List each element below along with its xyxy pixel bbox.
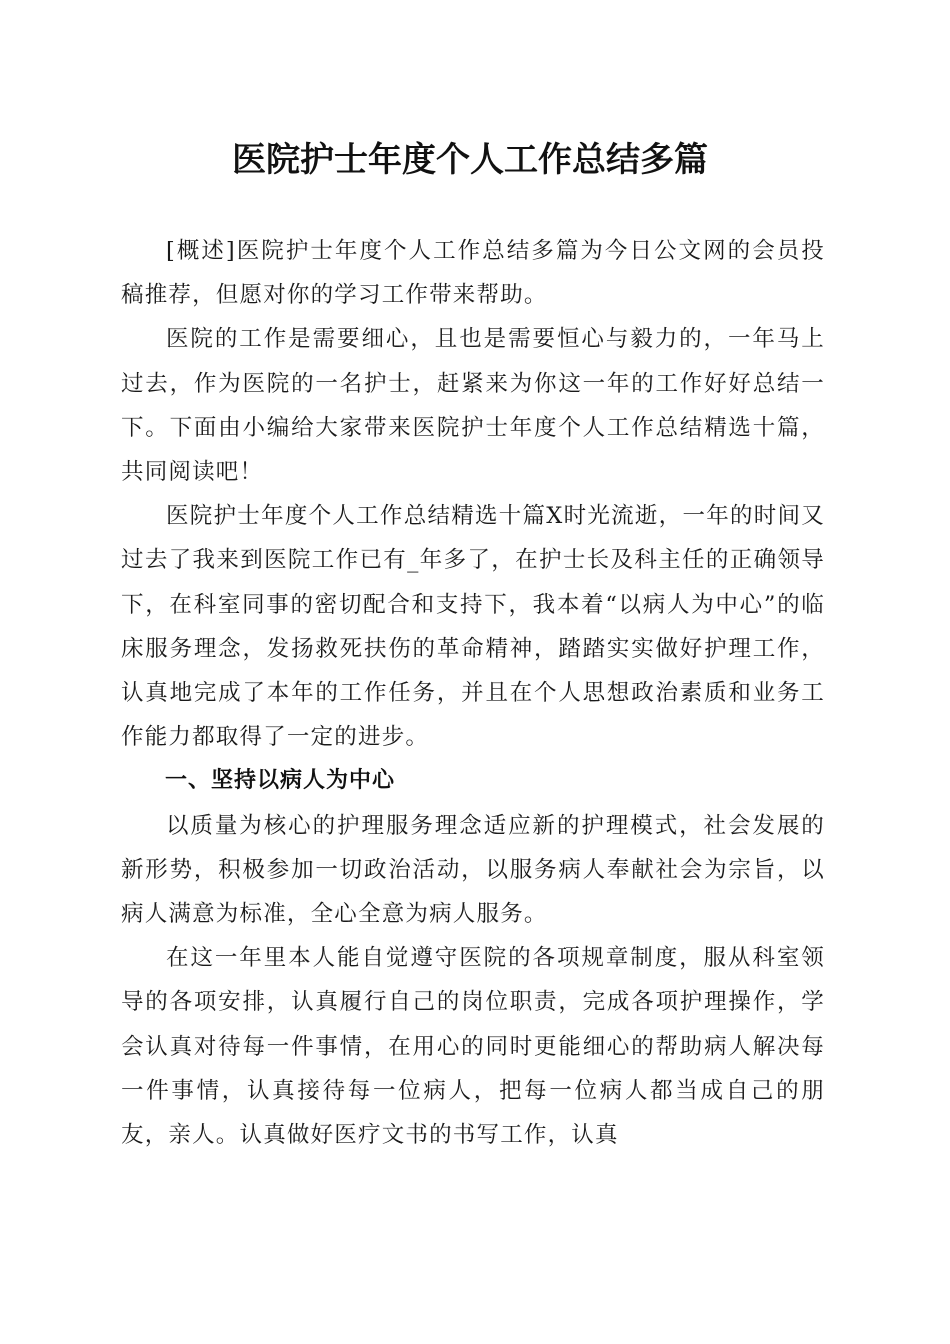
paragraph-intro: 医院的工作是需要细心，且也是需要恒心与毅力的，一年马上过去，作为医院的一名护士，赶紧来为你这一年的工作好好总结一下。下面由小编给大家带来医院护士年度个人工作总结精选十篇，共同阅读吧！ <box>121 326 825 486</box>
paragraph-summary: [概述]医院护士年度个人工作总结多篇为今日公文网的会员投稿推荐，但愿对你的学习工作带来帮助。 <box>121 238 825 309</box>
document-title: 医院护士年度个人工作总结多篇 <box>232 140 708 180</box>
section-heading: 一、坚持以病人为中心 <box>165 768 396 794</box>
section-paragraph: 以质量为核心的护理服务理念适应新的护理模式，社会发展的新形势，积极参加一切政治活动，以服务病人奉献社会为宗旨，以病人满意为标准，全心全意为病人服务。 <box>121 812 825 928</box>
section-paragraph: 在这一年里本人能自觉遵守医院的各项规章制度，服从科室领导的各项安排，认真履行自己的岗位职责，完成各项护理操作，学会认真对待每一件事情，在用心的同时更能细心的帮助病人解决每一件事情，认真接待每一位病人，把每一位病人都当成自己的朋友，亲人。认真做好医疗文书的书写工作，认真 <box>121 945 825 1149</box>
document-body <box>121 229 825 1157</box>
paragraph-main: 医院护士年度个人工作总结精选十篇X时光流逝，一年的时间又过去了我来到医院工作已有_年多了，在护士长及科主任的正确领导下，在科室同事的密切配合和支持下，我本着“以病人为中心”的临床服务理念，发扬救死扶伤的革命精神，踏踏实实做好护理工作，认真地完成了本年的工作任务，并且在个人思想政治素质和业务工作能力都取得了一定的进步。 <box>121 503 825 751</box>
